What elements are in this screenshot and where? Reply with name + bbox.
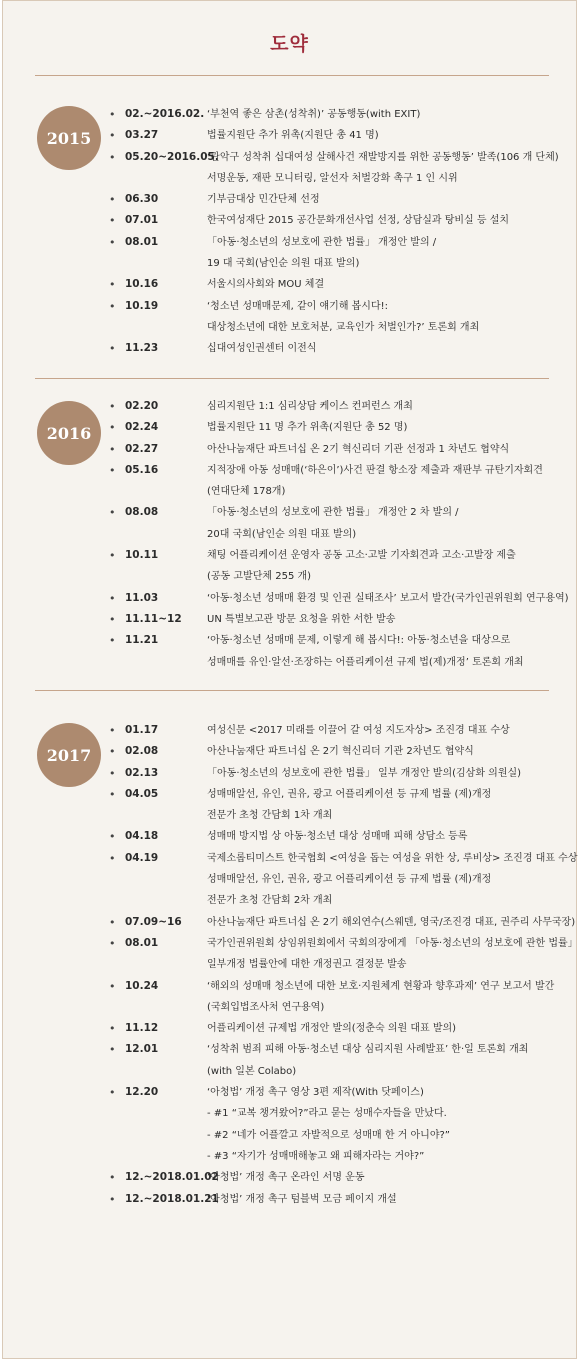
timeline-section bbox=[3, 104, 576, 360]
timeline-entry bbox=[3, 1189, 576, 1210]
timeline-entry bbox=[3, 147, 576, 190]
bullet-icon: • bbox=[109, 830, 116, 844]
entry-description bbox=[207, 763, 567, 784]
entry-line: 전문가 초청 간담회 1차 개최 bbox=[207, 810, 333, 822]
entry-date: 08.01 bbox=[125, 936, 159, 949]
entry-line: (공동 고발단체 255 개) bbox=[207, 571, 312, 583]
timeline-section bbox=[3, 720, 576, 1210]
timeline-entry bbox=[3, 417, 576, 438]
timeline-entry bbox=[3, 338, 576, 359]
page bbox=[2, 0, 577, 1359]
timeline-entry bbox=[3, 189, 576, 210]
entry-line: 한국여성재단 2015 공간문화개선사업 선정, 상담실과 탕비실 등 설치 bbox=[207, 215, 510, 227]
entry-date: 11.21 bbox=[125, 634, 159, 647]
entry-line: 법률지원단 11 명 추가 위촉(지원단 총 52 명) bbox=[207, 422, 408, 434]
entry-description bbox=[207, 1082, 567, 1167]
entry-date: 02.13 bbox=[125, 766, 159, 779]
entry-line: 대상청소년에 대한 보호처분, 교육인가 처벌인가?’ 토론회 개최 bbox=[207, 321, 480, 333]
entry-line: 법률지원단 추가 위촉(지원단 총 41 명) bbox=[207, 130, 379, 142]
timeline-entry bbox=[3, 630, 576, 673]
entry-description bbox=[207, 826, 567, 847]
entry-line: 십대여성인권센터 이전식 bbox=[207, 343, 317, 355]
entry-line: 「아동·청소년의 성보호에 관한 법률」 개정안 2 차 발의 / bbox=[207, 507, 459, 519]
entry-line: UN 특별보고관 방문 요청을 위한 서한 발송 bbox=[207, 613, 396, 625]
bullet-icon: • bbox=[109, 278, 116, 292]
timeline-entry bbox=[3, 848, 576, 912]
entry-description bbox=[207, 417, 567, 438]
entry-line: 성매매알선, 유인, 권유, 광고 어플리케이션 등 규제 법률 (제)개정 bbox=[207, 788, 492, 800]
entry-line: 국가인권위원회 상임위원회에서 국회의장에게 「아동·청소년의 성보호에 관한 법률」 bbox=[207, 937, 578, 949]
bullet-icon: • bbox=[109, 463, 116, 477]
entry-description bbox=[207, 741, 567, 762]
entry-line: 아산나눔재단 파트너십 온 2기 혁신리더 기관 선정과 1 차년도 협약식 bbox=[207, 443, 510, 455]
entry-date: 10.11 bbox=[125, 549, 159, 562]
entry-line: 성매매 방지법 상 아동·청소년 대상 성매매 피해 상담소 등록 bbox=[207, 831, 468, 843]
timeline-entry bbox=[3, 125, 576, 146]
bullet-icon: • bbox=[109, 506, 116, 520]
entry-line: ‘성착취 범죄 피해 아동·청소년 대상 심리지원 사례발표’ 한·일 토론회 개최 bbox=[207, 1044, 529, 1056]
entry-line: 여성신문 <2017 미래를 이끌어 갈 여성 지도자상> 조진경 대표 수상 bbox=[207, 725, 510, 736]
entry-date: 07.09~16 bbox=[125, 915, 182, 928]
entry-line: (국회입법조사처 연구용역) bbox=[207, 1001, 325, 1013]
entry-date: 02.27 bbox=[125, 442, 159, 455]
year-badge: 2016 bbox=[37, 401, 101, 465]
entry-date: 03.27 bbox=[125, 129, 159, 142]
entry-description bbox=[207, 976, 567, 1019]
bullet-icon: • bbox=[109, 193, 116, 207]
entry-line: 성매매를 유인·알선·조장하는 어플리케이션 규제 법(제)개정’ 토론회 개최 bbox=[207, 656, 524, 668]
entry-description bbox=[207, 1189, 567, 1210]
entry-line: ‘아청법’ 개정 촉구 텀블벅 모금 페이지 개설 bbox=[207, 1193, 397, 1205]
entry-description bbox=[207, 609, 567, 630]
entry-line: 20대 국회(남인순 의원 대표 발의) bbox=[207, 528, 357, 540]
entry-date: 11.23 bbox=[125, 342, 159, 355]
timeline-entry bbox=[3, 296, 576, 339]
bullet-icon: • bbox=[109, 1043, 116, 1057]
entry-date: 05.20~2016.05. bbox=[125, 150, 219, 163]
entry-date: 08.01 bbox=[125, 235, 159, 248]
entry-date: 12.01 bbox=[125, 1043, 159, 1056]
entry-date: 11.12 bbox=[125, 1022, 159, 1035]
entry-date: 12.~2018.01.21 bbox=[125, 1192, 219, 1205]
entry-line: - #3 “자기가 성매매해놓고 왜 피해자라는 거야?” bbox=[207, 1150, 425, 1162]
bullet-icon: • bbox=[109, 787, 116, 801]
bullet-icon: • bbox=[109, 766, 116, 780]
page-title: 도약 bbox=[270, 33, 309, 55]
entry-description bbox=[207, 210, 567, 231]
entry-description bbox=[207, 1039, 567, 1082]
entry-line: 일부개정 법률안에 대한 개정권고 결정문 발송 bbox=[207, 959, 407, 971]
timeline-section bbox=[3, 396, 576, 673]
entry-line: 「아동·청소년의 성보호에 관한 법률」 일부 개정안 발의(김삼화 의원실) bbox=[207, 767, 522, 779]
entry-line: 국제소롭티미스트 한국협회 <여성을 돕는 여성을 위한 상, 루비상> 조진경 대표 수상 bbox=[207, 852, 578, 864]
entry-line: 서명운동, 재판 모니터링, 알선자 처벌강화 촉구 1 인 시위 bbox=[207, 172, 458, 184]
timeline-entry bbox=[3, 1039, 576, 1082]
bullet-icon: • bbox=[109, 214, 116, 228]
entry-date: 10.19 bbox=[125, 299, 159, 312]
entry-description bbox=[207, 396, 567, 417]
entry-date: 04.18 bbox=[125, 830, 159, 843]
bullet-icon: • bbox=[109, 1171, 116, 1185]
entry-date: 10.16 bbox=[125, 278, 159, 291]
timeline-entry bbox=[3, 104, 576, 125]
bullet-icon: • bbox=[109, 108, 116, 121]
timeline-entry bbox=[3, 741, 576, 762]
entry-date: 11.03 bbox=[125, 591, 159, 604]
entry-line: ‘아청법’ 개정 촉구 영상 3편 제작(With 닷페이스) bbox=[207, 1087, 424, 1099]
entry-description bbox=[207, 502, 567, 545]
bullet-icon: • bbox=[109, 400, 116, 413]
entry-line: - #2 “네가 어플깔고 자발적으로 성매매 한 거 아니야?” bbox=[207, 1129, 450, 1141]
bullet-icon: • bbox=[109, 634, 116, 648]
entry-line: 채팅 어플리케이션 운영자 공동 고소·고발 기자회견과 고소·고발장 제출 bbox=[207, 550, 516, 562]
entry-date: 04.19 bbox=[125, 851, 159, 864]
entry-description bbox=[207, 588, 567, 609]
bullet-icon: • bbox=[109, 421, 116, 435]
entry-date: 04.05 bbox=[125, 787, 159, 800]
entry-line: 전문가 초청 간담회 2차 개최 bbox=[207, 895, 333, 907]
entry-line: 서울시의사회와 MOU 체결 bbox=[207, 279, 325, 291]
entry-line: (with 일본 Colabo) bbox=[207, 1065, 297, 1077]
entry-description bbox=[207, 338, 567, 359]
bullet-icon: • bbox=[109, 442, 116, 456]
bullet-icon: • bbox=[109, 549, 116, 563]
divider bbox=[35, 690, 549, 691]
entry-description bbox=[207, 630, 567, 673]
bullet-icon: • bbox=[109, 915, 116, 929]
timeline-entry bbox=[3, 1082, 576, 1167]
entry-date: 11.11~12 bbox=[125, 612, 182, 625]
bullet-icon: • bbox=[109, 612, 116, 626]
bullet-icon: • bbox=[109, 342, 116, 356]
bullet-icon: • bbox=[109, 745, 116, 759]
entry-date: 01.17 bbox=[125, 724, 159, 736]
entry-line: ‘해외의 성매매 청소년에 대한 보호·지원체계 현황과 향후과제’ 연구 보고서 발간 bbox=[207, 980, 555, 992]
entry-description bbox=[207, 147, 567, 190]
year-badge: 2015 bbox=[37, 106, 101, 170]
timeline-entry bbox=[3, 976, 576, 1019]
entry-line: ‘관악구 성착취 십대여성 살해사건 재발방지를 위한 공동행동’ 발족(106 개 단체) bbox=[207, 151, 559, 163]
divider bbox=[35, 378, 549, 379]
entry-description bbox=[207, 439, 567, 460]
timeline-entry bbox=[3, 439, 576, 460]
entry-description bbox=[207, 720, 567, 741]
entry-description bbox=[207, 545, 567, 588]
entry-description bbox=[207, 933, 578, 976]
entry-date: 08.08 bbox=[125, 506, 159, 519]
entry-description bbox=[207, 296, 567, 339]
entry-line: - #1 “교복 챙겨왔어?”라고 묻는 성매수자들을 만났다. bbox=[207, 1108, 447, 1120]
entry-date: 06.30 bbox=[125, 193, 159, 206]
bullet-icon: • bbox=[109, 129, 116, 143]
entry-date: 02.~2016.02. bbox=[125, 108, 205, 120]
divider bbox=[35, 75, 549, 76]
entry-line: 아산나눔재단 파트너십 온 2기 해외연수(스웨덴, 영국/조진경 대표, 권주리 사무국장) bbox=[207, 916, 576, 928]
entry-date: 12.~2018.01.02 bbox=[125, 1171, 219, 1184]
entry-description bbox=[207, 1167, 567, 1188]
timeline-entry bbox=[3, 502, 576, 545]
entry-line: (연대단체 178개) bbox=[207, 486, 286, 498]
bullet-icon: • bbox=[109, 1192, 116, 1206]
timeline-entry bbox=[3, 609, 576, 630]
timeline-entry bbox=[3, 912, 576, 933]
entry-line: 「아동·청소년의 성보호에 관한 법률」 개정안 발의 / bbox=[207, 236, 437, 248]
timeline-entry bbox=[3, 460, 576, 503]
entry-description bbox=[207, 848, 578, 912]
timeline-entry bbox=[3, 933, 576, 976]
timeline-entry bbox=[3, 763, 576, 784]
bullet-icon: • bbox=[109, 936, 116, 950]
bullet-icon: • bbox=[109, 1086, 116, 1100]
entry-date: 12.20 bbox=[125, 1086, 159, 1099]
entry-line: 아산나눔재단 파트너십 온 2기 혁신리더 기관 2차년도 협약식 bbox=[207, 746, 474, 758]
entry-line: ‘아동·청소년 성매매 환경 및 인권 실태조사’ 보고서 발간(국가인권위원회 연구용역) bbox=[207, 592, 569, 604]
entry-line: ‘아동·청소년 성매매 문제, 이렇게 해 봅시다!: 아동·청소년을 대상으로 bbox=[207, 635, 511, 647]
timeline-entry bbox=[3, 545, 576, 588]
timeline-entry bbox=[3, 588, 576, 609]
bullet-icon: • bbox=[109, 851, 116, 865]
entry-line: 지적장애 아동 성매매(‘하은이’)사건 판결 항소장 제출과 재판부 규탄기자회견 bbox=[207, 464, 543, 476]
timeline-entry bbox=[3, 1167, 576, 1188]
timeline-entry bbox=[3, 210, 576, 231]
timeline-entry bbox=[3, 720, 576, 741]
entry-description bbox=[207, 1018, 567, 1039]
entry-date: 02.08 bbox=[125, 745, 159, 758]
year-badge: 2017 bbox=[37, 723, 101, 787]
entry-date: 05.16 bbox=[125, 463, 159, 476]
timeline-entry bbox=[3, 232, 576, 275]
timeline-entry bbox=[3, 826, 576, 847]
entry-date: 07.01 bbox=[125, 214, 159, 227]
entry-date: 02.24 bbox=[125, 421, 159, 434]
bullet-icon: • bbox=[109, 150, 116, 164]
entry-description bbox=[207, 104, 567, 125]
entry-date: 02.20 bbox=[125, 400, 159, 412]
entry-description bbox=[207, 460, 567, 503]
bullet-icon: • bbox=[109, 724, 116, 737]
bullet-icon: • bbox=[109, 591, 116, 605]
entry-line: 19 대 국회(남인순 의원 대표 발의) bbox=[207, 258, 360, 270]
entry-description bbox=[207, 784, 567, 827]
entry-description bbox=[207, 912, 576, 933]
entry-line: ‘부천역 좋은 삼촌(성착취)’ 공동행동(with EXIT) bbox=[207, 109, 421, 120]
entry-line: ‘아청법’ 개정 촉구 온라인 서명 운동 bbox=[207, 1172, 365, 1184]
entry-description bbox=[207, 232, 567, 275]
bullet-icon: • bbox=[109, 299, 116, 313]
entry-description bbox=[207, 189, 567, 210]
entry-line: 심리지원단 1:1 심리상담 케이스 컨퍼런스 개최 bbox=[207, 401, 413, 412]
timeline-entry bbox=[3, 274, 576, 295]
timeline-entry bbox=[3, 1018, 576, 1039]
entry-line: ‘청소년 성매매문제, 같이 얘기해 봅시다!: bbox=[207, 300, 389, 312]
bullet-icon: • bbox=[109, 1022, 116, 1036]
entry-line: 어플리케이션 규제법 개정안 발의(정춘숙 의원 대표 발의) bbox=[207, 1023, 457, 1035]
entry-description bbox=[207, 125, 567, 146]
entry-line: 기부금대상 민간단체 선정 bbox=[207, 194, 320, 206]
entry-description bbox=[207, 274, 567, 295]
bullet-icon: • bbox=[109, 235, 116, 249]
timeline-entry bbox=[3, 784, 576, 827]
entry-line: 성매매알선, 유인, 권유, 광고 어플리케이션 등 규제 법률 (제)개정 bbox=[207, 874, 492, 886]
bullet-icon: • bbox=[109, 979, 116, 993]
entry-date: 10.24 bbox=[125, 979, 159, 992]
timeline-entry bbox=[3, 396, 576, 417]
